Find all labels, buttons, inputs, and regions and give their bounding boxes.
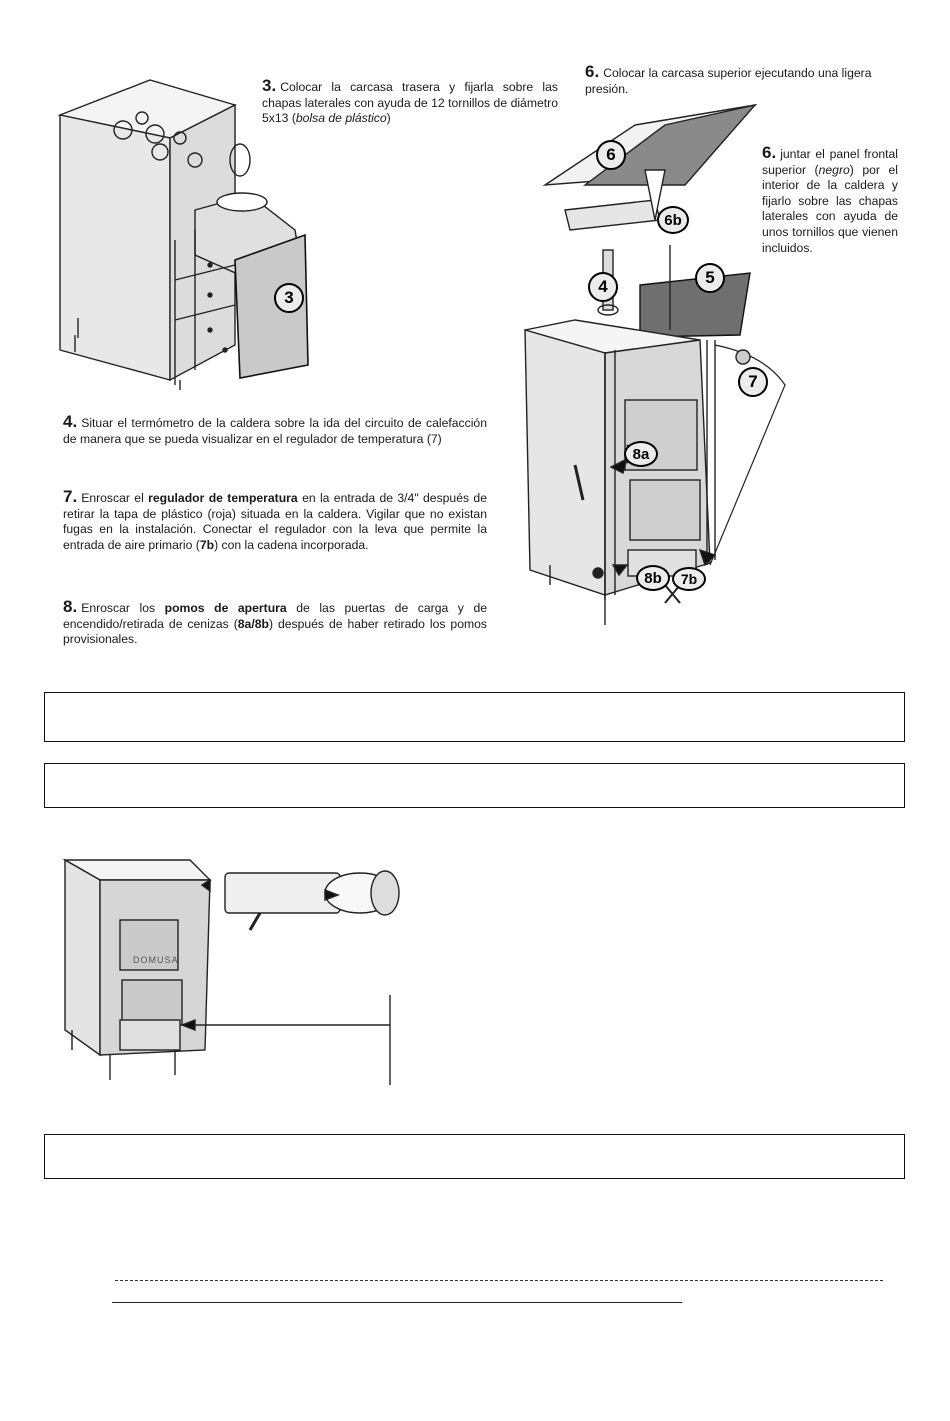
callout-3: 3	[274, 283, 304, 313]
boiler-regulator-drawing	[60, 835, 410, 1095]
callout-6: 6	[596, 140, 626, 170]
step-6-side-text: 6. juntar el panel frontal superior (negro) por el interior de la caldera y fijarlo sobre las chapas laterales con ayuda de unos tornillos que vienen incluidos.	[762, 143, 898, 255]
callout-6b: 6b	[657, 206, 689, 234]
callout-4: 4	[588, 272, 618, 302]
section-box-2	[44, 763, 905, 808]
callout-5: 5	[695, 263, 725, 293]
step-6-top-text: 6. Colocar la carcasa superior ejecutando una ligera presión.	[585, 62, 872, 96]
callout-8b: 8b	[636, 565, 670, 591]
callout-8a: 8a	[624, 441, 658, 467]
callout-7: 7	[738, 367, 768, 397]
bottom-rule-1	[115, 1280, 883, 1281]
step-7-text: 7. Enroscar el regulador de temperatura en la entrada de 3/4" después de retirar la tapa de plástico (roja) situada en la caldera. Vigilar que no existan fugas en la instalación. Conectar el regulador con la leva que permite la entrada de aire primario (7b) con la cadena incorporada.	[63, 487, 487, 552]
callout-7b: 7b	[672, 567, 706, 591]
section-box-3	[44, 1134, 905, 1179]
brand-plate: DOMUSA	[133, 955, 179, 965]
boiler-front-assembly-drawing	[515, 95, 815, 635]
step-4-text: 4. Situar el termómetro de la caldera sobre la ida del circuito de calefacción de manera que se pueda visualizar en el regulador de temperatura (7)	[63, 412, 487, 446]
step-3-text: 3. Colocar la carcasa trasera y fijarla sobre las chapas laterales con ayuda de 12 tornillos de diámetro 5x13 (bolsa de plástico)	[262, 76, 558, 126]
section-box-1	[44, 692, 905, 742]
step-8-text: 8. Enroscar los pomos de apertura de las puertas de carga y de encendido/retirada de cenizas (8a/8b) después de haber retirado los pomos provisionales.	[63, 597, 488, 647]
bottom-rule-2	[112, 1302, 682, 1303]
